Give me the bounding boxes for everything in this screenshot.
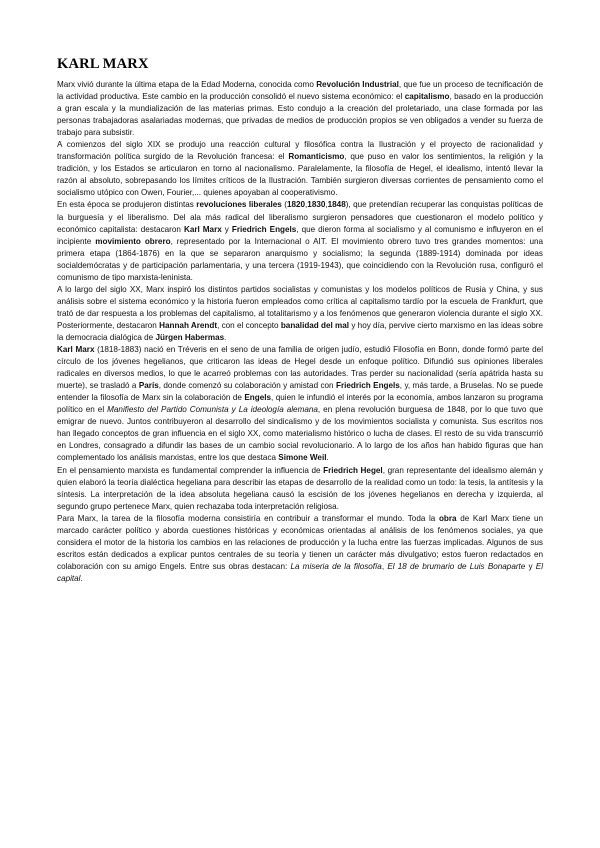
text-run: (1818-1883) nació en Tréveris en el seno de una familia de origen judío, estudió Filosofía en Bonn, donde formó parte del círculo de los jóvenes hegelianos, que criticaron las ideas de Hegel desde un enfoque político. Difundió sus opiniones liberales radicales en diversos medios, lo que le acarreó problemas con las autoridades. Tras perder su nacionalidad (sería apátrida hasta su muerte), se trasladó a [57, 345, 544, 391]
text-run: , [381, 561, 388, 571]
bold-term: Karl Marx [57, 345, 95, 355]
bold-term: París [138, 381, 159, 391]
bold-term: Romanticismo [288, 152, 345, 162]
paragraph-biografia-marx [57, 344, 543, 464]
paragraph-siglo-xx [57, 284, 543, 344]
paragraph-romanticismo [57, 139, 543, 199]
text-run: de Karl Marx tiene un marcado carácter político y aborda cuestiones históricas y económicas orientadas al análisis de los fenómenos sociales, ya que considera el motor de la historia los cambios en las relaciones de producción y la lucha entre las fuerzas implicadas. Algunos de sus escritos están dedicados a explicar puntos centrales de su teoría y tienen un carácter más divulgativo; estos fueron redactados en colaboración con su amigo Engels. Entre sus obras destacan: [57, 513, 543, 571]
text-run: , [305, 200, 308, 210]
text-run: y [221, 224, 232, 234]
text-run: y hoy día, pervive cierto marxismo en las ideas sobre la democracia dialógica de [57, 320, 543, 342]
bold-term: Karl Marx [183, 224, 222, 234]
document-body [57, 79, 543, 585]
bold-term: banalidad del mal [280, 320, 350, 330]
text-run: En esta época se produjeron distintas [57, 200, 197, 210]
bold-term: 1848 [327, 200, 346, 210]
paragraph-revoluciones-liberales [57, 199, 543, 283]
bold-term: Jürgen Habermas [155, 332, 225, 342]
text-run: , quien le infundió el interés por la economía, ambos lanzaron su programa político en el [57, 393, 543, 415]
bold-term: movimiento obrero [95, 236, 171, 246]
bold-term: Friedrich Engels [231, 224, 297, 234]
text-run: A comienzos del siglo XIX se produjo una reacción cultural y filosófica contra la Ilustración y el proyecto de racionalidad y transformación política surgido de la Revolución francesa: el [57, 140, 543, 162]
text-run: ), que pretendían recuperar las conquistas políticas de la burguesía y el liberalismo. Del ala más radical del liberalismo surgieron pensadores que cuestionaron el modelo político y económico capitalista: destacaron [57, 200, 543, 234]
text-run: , [325, 200, 328, 210]
italic-title: El capital [57, 561, 544, 583]
italic-title: La miseria de la filosofía [290, 561, 382, 571]
text-run: , con el concepto [217, 320, 281, 330]
text-run: , y, más tarde, a Bruselas. No se puede entender la filosofía de Marx sin la colaboración de [57, 381, 543, 403]
text-run: , que fue un proceso de tecnificación de la actividad productiva. Este cambio en la producción consolidó el nuevo sistema económico: el [57, 80, 544, 102]
text-run: A lo largo del siglo XX, Marx inspiró los distintos partidos socialistas y comunistas y los modelos políticos de Rusia y China, y sus análisis sobre el sistema económico y la historia fueron empleados como crítica al capitalismo tardío por la escuela de Frankfurt, que trató de dar respuesta a los problemas del capitalismo, al totalitarismo y a los fenómenos que generaron violencia durante el siglo XX. Posteriormente, destacaron [57, 284, 543, 330]
bold-term: obra [438, 513, 457, 523]
text-run: . [80, 573, 83, 583]
bold-term: Friedrich Hegel [323, 465, 383, 475]
text-run: , en plena revolución burguesa de 1848, por lo que tuvo que emigrar de nuevo. Juntos contribuyeron al desarrollo del sindicalismo y de los movimientos socialista y comunista. Sus escritos nos han llegado conceptos de gran influencia en el siglo XX, como materialismo histórico o lucha de clases. El resto de su vida transcurrió en Londres, consagrado a difundir las bases de un cambio social revolucionario. A lo largo de los años han habido figuras que han complementado los análisis marxistas, entre los que destaca [57, 405, 543, 463]
paragraph-influencia-hegel [57, 465, 543, 513]
bold-term: revoluciones liberales [196, 200, 282, 210]
text-run: , que dieron forma al socialismo y al comunismo e influyeron en el incipiente [57, 224, 544, 246]
text-run: , donde comenzó su colaboración y amistad con [158, 381, 336, 391]
bold-term: Revolución Industrial [316, 80, 399, 89]
bold-term: Simone Weil [278, 453, 327, 463]
text-run: , representado por la Internacional o AIT. El movimiento obrero tuvo tres grandes momentos: una primera etapa (1864-1876) en la que se separaron anarquismo y socialismo; la segunda (1889-1914) dominada por ideas socialdemócratas y de participación parlamentaria, y una tercera (1919-1943), que coincidiendo con la Revolución rusa, configuró el comunismo de tipo marxista-leninista. [57, 236, 544, 282]
text-run: . [224, 332, 227, 342]
italic-title: El 18 de brumario de Luis Bonaparte [387, 561, 526, 571]
document-title: KARL MARX [57, 56, 149, 72]
bold-term: capitalismo [404, 92, 450, 102]
bold-term: Friedrich Engels [335, 381, 400, 391]
text-run: Marx vivió durante la última etapa de la Edad Moderna, conocida como [57, 80, 317, 89]
italic-title: Manifiesto del Partido Comunista y La ideología alemana [107, 405, 318, 415]
paragraph-revolucion-industrial [57, 79, 543, 139]
bold-term: Hannah Arendt [159, 320, 218, 330]
text-run: Para Marx, la tarea de la filosofía moderna consistiría en contribuir a transformar el mundo. Toda la [57, 513, 439, 523]
text-run: , que puso en valor los sentimientos, la religión y la tradición, y los Estados se articularon en torno al nacionalismo. Paralelamente, la filosofía de Hegel, el idealismo, intentó llevar la razón al absoluto, sobrepasando los límites críticos de la Ilustración. También surgieron diversas corrientes de pensamiento como el socialismo utópico con Owen, Fourier,... quienes apoyaban al cooperativismo. [57, 152, 543, 198]
bold-term: 1820 [286, 200, 306, 210]
text-run: , basado en la producción a gran escala y la mundialización de las materias primas. Esto condujo a la creación del proletariado, una clase formada por las personas trabajadoras asalariadas modernas, que privadas de medios de producción propios se ven obligados a vender su fuerza de trabajo para subsistir. [57, 92, 543, 138]
text-run: ( [281, 200, 287, 210]
text-run: . [326, 453, 329, 463]
paragraph-obra-marx [57, 513, 543, 585]
text-run: y [525, 561, 536, 571]
text-run: , gran representante del idealismo alemán y quien elaboró la teoría dialéctica hegeliana para describir las etapas de desarrollo de la realidad como un todo: la tesis, la antítesis y la síntesis. La interpretación de la idea absoluta hegeliana causó la escisión de los jóvenes hegelianos en derecha y izquierda, al segundo grupo pertenece Marx, quien rechazaba toda interpretación religiosa. [57, 465, 544, 511]
text-run: En el pensamiento marxista es fundamental comprender la influencia de [57, 465, 324, 475]
bold-term: 1830 [307, 200, 326, 210]
bold-term: Engels [244, 393, 272, 403]
